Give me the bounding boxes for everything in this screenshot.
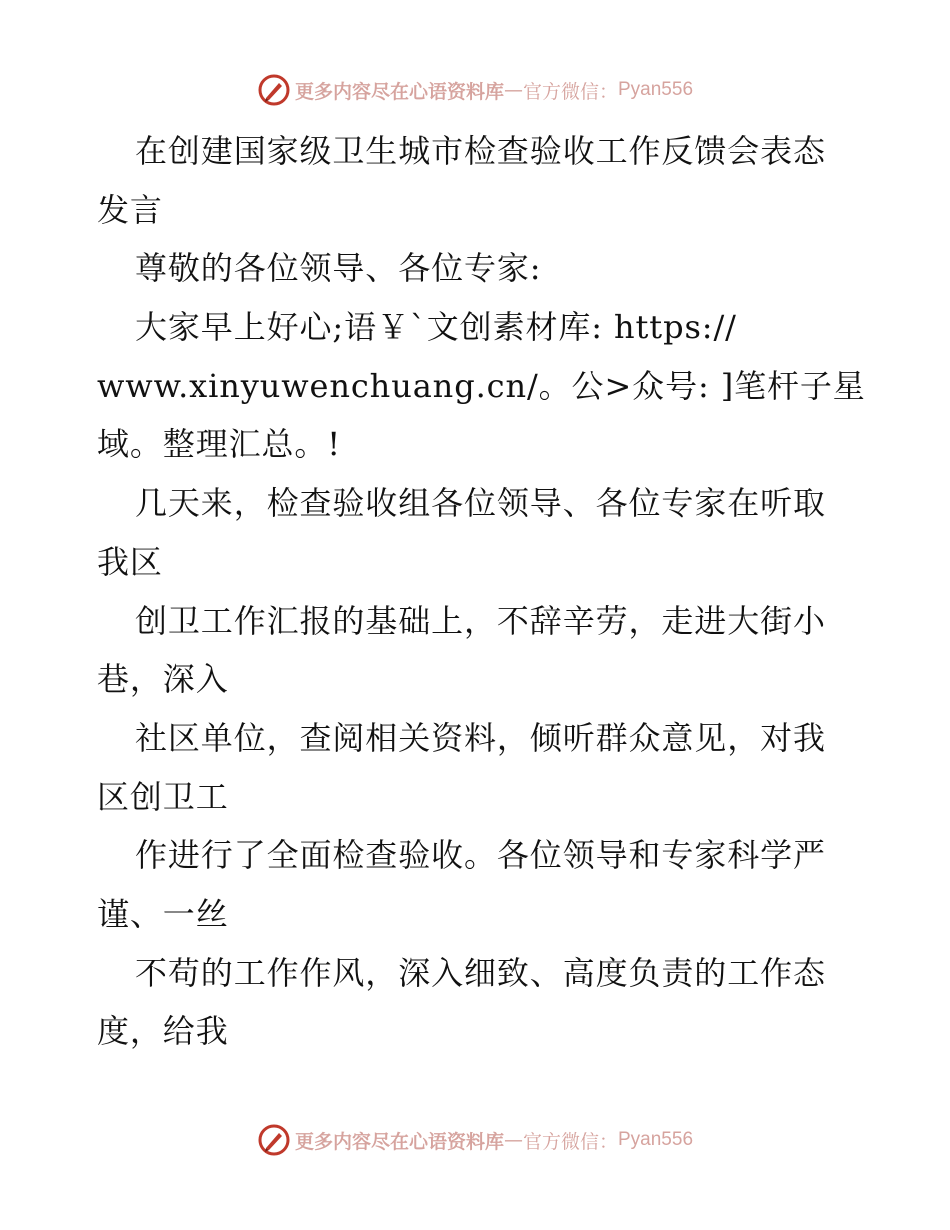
doc-line: 发言 <box>97 190 163 229</box>
footer-watermark <box>0 1120 950 1160</box>
doc-line: 大家早上好心;语￥`文创素材库: https:// <box>135 308 737 347</box>
doc-line: 谨、一丝 <box>97 894 229 933</box>
watermark-id: Pyan556 <box>618 1129 694 1150</box>
doc-line: 度，给我 <box>97 1012 229 1051</box>
doc-line: 不苟的工作作风，深入细致、高度负责的工作态 <box>135 953 826 992</box>
doc-line: 巷，深入 <box>97 660 229 699</box>
doc-line: www.xinyuwenchuang.cn/。公>众号: ]笔杆子星 <box>97 366 866 405</box>
watermark-main-text: 更多内容尽在心语资料库 <box>294 80 504 103</box>
pen-logo-icon <box>257 1123 291 1157</box>
doc-line: 尊敬的各位领导、各位专家: <box>135 249 542 288</box>
doc-line: 创卫工作汇报的基础上，不辞辛劳，走进大街小 <box>135 601 826 640</box>
doc-line: 作进行了全面检查验收。各位领导和专家科学严 <box>135 836 826 875</box>
header-watermark <box>0 70 950 110</box>
pen-logo-icon <box>257 73 291 107</box>
watermark-sub-text: 官方微信： <box>522 80 618 103</box>
doc-line: 在创建国家级卫生城市检查验收工作反馈会表态 <box>135 132 826 170</box>
watermark-main-text: 更多内容尽在心语资料库 <box>294 1130 504 1153</box>
document-body <box>97 122 867 1061</box>
doc-line: 域。整理汇总。! <box>97 425 342 464</box>
doc-line: 区创卫工 <box>97 777 229 816</box>
watermark-dash: — <box>503 79 523 101</box>
doc-line: 几天来，检查验收组各位领导、各位专家在听取 <box>135 484 826 523</box>
watermark-sub-text: 官方微信： <box>522 1130 618 1153</box>
watermark-id: Pyan556 <box>618 79 694 100</box>
watermark-dash: — <box>503 1129 523 1151</box>
doc-line: 社区单位，查阅相关资料，倾听群众意见，对我 <box>135 718 826 757</box>
doc-line: 我区 <box>97 542 163 581</box>
